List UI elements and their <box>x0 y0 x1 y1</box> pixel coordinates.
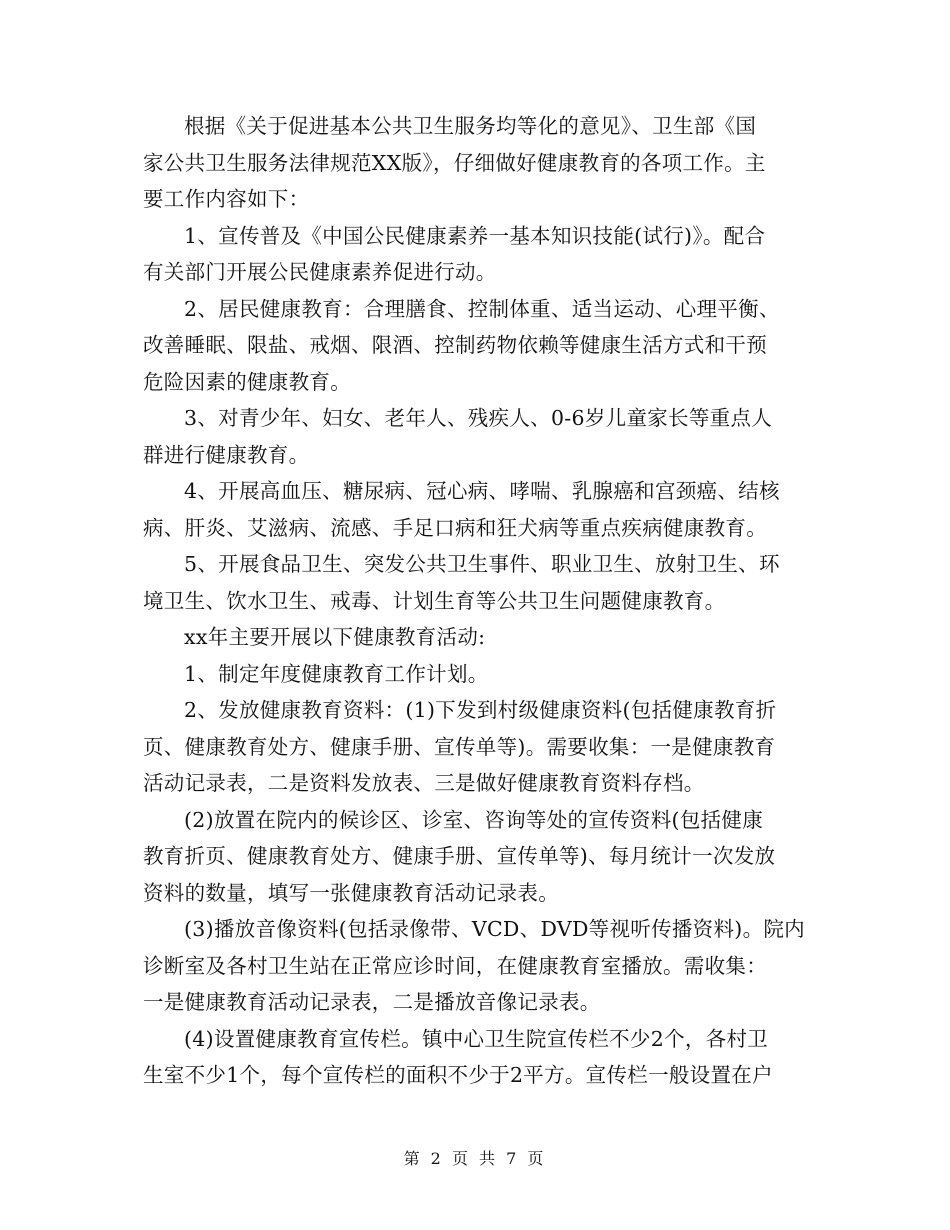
paragraph-activities-heading: xx年主要开展以下健康教育活动: <box>184 625 486 649</box>
paragraph-item-1: 1、宣传普及《中国公民健康素养一基本知识技能(试行)》。配合 有关部门开展公民健康素养促进行动。 <box>143 223 766 284</box>
paragraph-item-2: 2、居民健康教育：合理膳食、控制体重、适当运动、心理平衡、 改善睡眠、限盐、戒烟、限酒、控制药物依赖等健康生活方式和干预 危险因素的健康教育。 <box>143 296 780 394</box>
page-footer: 第 2 页 共 7 页 <box>403 1149 547 1168</box>
paragraph-intro: 根据《关于促进基本公共卫生服务均等化的意见》、卫生部《国 家公共卫生服务法律规范XX版》，仔细做好健康教育的各项工作。主 要工作内容如下： <box>143 114 766 211</box>
paragraph-activity-2-sub-4: (4)设置健康教育宣传栏。镇中心卫生院宣传栏不少2个，各村卫 生室不少1个，每个宣传栏的面积不少于2平方。宣传栏一般设置在户 <box>143 1026 773 1087</box>
paragraph-activity-1: 1、制定年度健康教育工作计划。 <box>184 661 489 686</box>
paragraph-item-4: 4、开展高血压、糖尿病、冠心病、哮喘、乳腺癌和宫颈癌、结核 病、肝炎、艾滋病、流感、手足口病和狂犬病等重点疾病健康教育。 <box>143 479 780 540</box>
paragraph-activity-2-sub-3: (3)播放音像资料(包括录像带、VCD、DVD等视听传播资料)。院内 诊断室及各村卫生站在正常应诊时间，在健康教育室播放。需收集： 一是健康教育活动记录表，二是播放音像记录表。 <box>143 917 805 1014</box>
paragraph-activity-2-sub-2: (2)放置在院内的候诊区、诊室、咨询等处的宣传资料(包括健康 教育折页、健康教育处方、健康手册、宣传单等)、每月统计一次发放 资料的数量，填写一张健康教育活动记录表。 <box>143 807 776 905</box>
paragraph-item-5: 5、开展食品卫生、突发公共卫生事件、职业卫生、放射卫生、环 境卫生、饮水卫生、戒毒、计划生育等公共卫生问题健康教育。 <box>143 552 780 613</box>
document-body <box>143 108 809 1094</box>
paragraph-item-3: 3、对青少年、妇女、老年人、残疾人、0-6岁儿童家长等重点人 群进行健康教育。 <box>143 406 773 467</box>
paragraph-activity-2: 2、发放健康教育资料：(1)下发到村级健康资料(包括健康教育折 页、健康教育处方、健康手册、宣传单等)。需要收集：一是健康教育 活动记录表，二是资料发放表、三是做好健康教育资料存档。 <box>143 698 777 795</box>
